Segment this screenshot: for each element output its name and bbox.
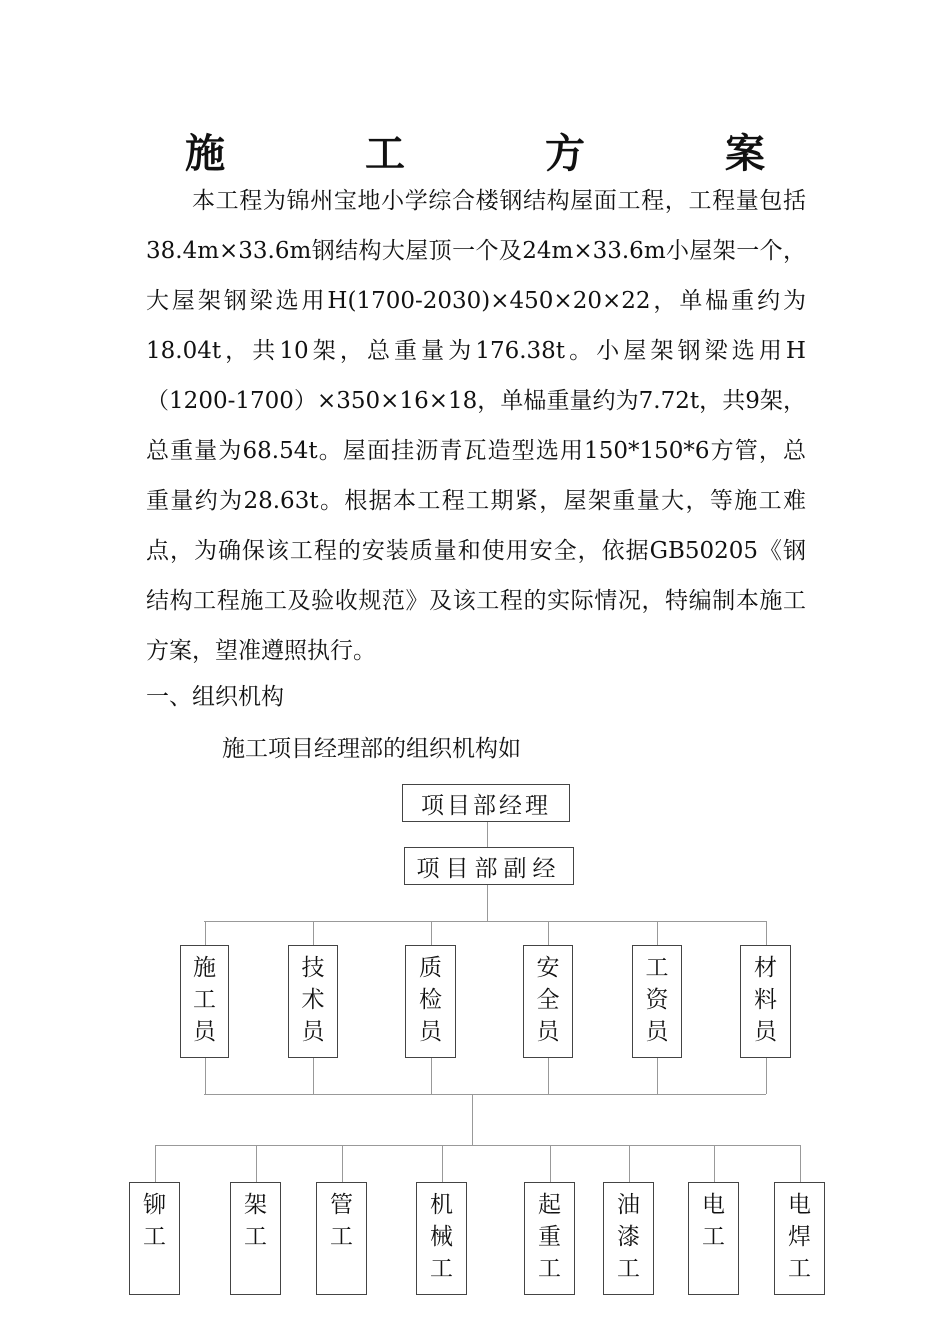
worker-drop-line (714, 1145, 715, 1182)
worker-drop-line (629, 1145, 630, 1182)
connector-deputy-down (487, 884, 488, 922)
org-box-worker: 电 工 (688, 1182, 739, 1295)
org-box-worker: 机 械 工 (416, 1182, 467, 1295)
worker-drop-line (800, 1145, 801, 1182)
workers-top-bus (155, 1145, 800, 1146)
org-box-deputy: 项目部副经 (404, 847, 574, 885)
org-box-worker: 铆 工 (129, 1182, 180, 1295)
org-box-staff: 施 工 员 (180, 945, 229, 1058)
org-box-worker: 起 重 工 (524, 1182, 575, 1295)
org-box-manager: 项目部经理 (402, 784, 570, 822)
org-box-staff: 质 检 员 (405, 945, 456, 1058)
worker-drop-line (256, 1145, 257, 1182)
connector-staff-workers (472, 1094, 473, 1145)
worker-drop-line (155, 1145, 156, 1182)
section-heading: 一、组织机构 (146, 684, 284, 710)
org-box-staff: 工 资 员 (632, 945, 682, 1058)
org-box-worker: 电 焊 工 (774, 1182, 825, 1295)
org-intro-text: 施工项目经理部的组织机构如 (222, 736, 521, 762)
org-box-worker: 油 漆 工 (603, 1182, 654, 1295)
worker-drop-line (342, 1145, 343, 1182)
worker-drop-line (442, 1145, 443, 1182)
org-box-worker: 管 工 (316, 1182, 367, 1295)
staff-bottom-bus (204, 1094, 766, 1095)
connector-manager-deputy (487, 821, 488, 847)
org-box-staff: 安 全 员 (523, 945, 573, 1058)
intro-paragraph: 本工程为锦州宝地小学综合楼钢结构屋面工程，工程量包括38.4m×33.6m钢结构大屋顶一个及24m×33.6m小屋架一个，大屋架钢梁选用H(1700-2030)×450×20×22，单榀重约为18.04t，共10架，总重量为176.38t。小屋架钢梁选用H（1200-1700）×350×16×18，单榀重量约为7.72t，共9架，总重量为68.54t。屋面挂沥青瓦造型选用150*150*6方管，总重量约为28.63t。根据本工程工期紧，屋架重量大，等施工难点，为确保该工程的安装质量和使用安全，依据GB50205《钢结构工程施工及验收规范》及该工程的实际情况，特编制本施工方案，望准遵照执行。 (146, 188, 806, 664)
org-box-worker: 架 工 (230, 1182, 281, 1295)
worker-drop-line (550, 1145, 551, 1182)
document-title: 施 工 方 案 (185, 130, 815, 177)
org-box-staff: 材 料 员 (740, 945, 791, 1058)
org-box-staff: 技 术 员 (288, 945, 338, 1058)
staff-top-bus (204, 921, 766, 922)
